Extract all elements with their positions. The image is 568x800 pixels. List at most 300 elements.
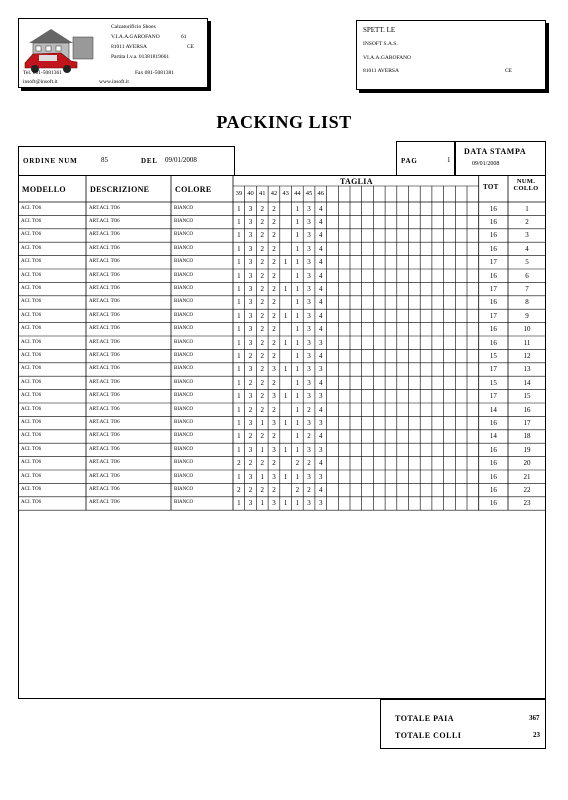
row-qty: 1 [237, 338, 241, 347]
row-qty: 2 [248, 405, 253, 414]
sender-street: V.I.A.A.GAROFANO [111, 34, 160, 40]
row-color: BIANCO [174, 272, 194, 278]
row-box-number: 12 [523, 351, 531, 360]
col-model: MODELLO [22, 185, 66, 194]
order-info-box [18, 146, 235, 176]
row-model: ACI. TO6 [21, 272, 42, 278]
row-box-number: 4 [525, 244, 529, 253]
row-qty: 1 [295, 351, 300, 360]
row-color: BIANCO [174, 312, 194, 318]
row-total: 16 [489, 472, 497, 481]
row-qty: 4 [318, 459, 323, 468]
row-qty: 3 [248, 231, 253, 240]
row-qty: 4 [318, 217, 323, 226]
row-description: ART.ACI. TO6 [89, 366, 120, 372]
row-qty: 1 [283, 284, 288, 293]
row-qty: 3 [248, 472, 253, 481]
row-qty: 2 [295, 485, 300, 494]
row-model: ACI. TO6 [21, 352, 42, 358]
row-qty: 3 [248, 499, 253, 508]
row-qty: 2 [307, 432, 311, 441]
row-qty: 3 [248, 445, 253, 454]
row-box-number: 17 [523, 418, 531, 427]
row-qty: 2 [260, 217, 264, 226]
row-qty: 3 [318, 499, 323, 508]
row-model: ACI. TO6 [21, 205, 42, 211]
row-qty: 2 [295, 459, 300, 468]
sender-box [18, 18, 208, 88]
row-description: ART.ACI. TO6 [89, 500, 120, 506]
row-qty: 2 [260, 284, 264, 293]
sender-email: insoft@insoft.it [23, 79, 58, 85]
row-model: ACI. TO6 [21, 339, 42, 345]
row-description: ART.ACI. TO6 [89, 406, 120, 412]
row-total: 16 [489, 485, 497, 494]
row-qty: 3 [272, 472, 276, 481]
total-boxes: 23 [533, 731, 540, 739]
row-model: ACI. TO6 [21, 326, 42, 332]
row-qty: 3 [307, 298, 311, 307]
row-qty: 2 [260, 231, 264, 240]
row-qty: 1 [295, 204, 300, 213]
row-qty: 1 [283, 365, 288, 374]
recipient-province: CE [505, 68, 513, 74]
row-qty: 4 [318, 485, 323, 494]
row-total: 14 [489, 405, 497, 414]
row-qty: 1 [295, 258, 300, 267]
row-qty: 1 [283, 418, 288, 427]
row-model: ACI. TO6 [21, 486, 42, 492]
row-total: 17 [489, 365, 497, 374]
row-qty: 3 [307, 217, 311, 226]
row-box-number: 9 [525, 311, 529, 320]
row-color: BIANCO [174, 205, 194, 211]
row-total: 15 [489, 351, 497, 360]
row-qty: 1 [295, 499, 300, 508]
row-qty: 2 [260, 351, 264, 360]
row-qty: 2 [260, 325, 264, 334]
row-qty: 2 [272, 405, 276, 414]
row-qty: 1 [283, 258, 288, 267]
row-qty: 1 [295, 338, 300, 347]
row-description: ART.ACI. TO6 [89, 218, 120, 224]
row-qty: 2 [307, 459, 311, 468]
row-box-number: 14 [523, 378, 531, 387]
row-box-number: 7 [525, 284, 529, 293]
total-pairs: 367 [529, 714, 540, 722]
row-color: BIANCO [174, 393, 194, 399]
col-size: TAGLIA [340, 177, 373, 186]
row-qty: 1 [237, 499, 241, 508]
row-qty: 2 [260, 204, 264, 213]
row-box-number: 1 [525, 204, 529, 213]
row-qty: 3 [272, 445, 276, 454]
row-qty: 1 [237, 284, 241, 293]
row-qty: 2 [272, 485, 276, 494]
row-qty: 2 [248, 378, 253, 387]
recipient-street: VI.A.A.GAROFANO [363, 55, 412, 61]
row-qty: 3 [307, 204, 311, 213]
row-description: ART.ACI. TO6 [89, 446, 120, 452]
row-qty: 1 [295, 217, 300, 226]
sender-city: 81011 AVERSA [111, 44, 147, 50]
row-qty: 1 [237, 378, 241, 387]
row-qty: 2 [260, 485, 264, 494]
row-qty: 3 [307, 445, 311, 454]
total-boxes-label: TOTALE COLLI [395, 731, 462, 740]
row-box-number: 16 [523, 405, 531, 414]
row-qty: 1 [283, 338, 288, 347]
recipient-name: INSOFT S.A.S. [363, 41, 398, 47]
row-qty: 2 [260, 298, 264, 307]
row-model: ACI. TO6 [21, 218, 42, 224]
row-total: 16 [489, 325, 497, 334]
row-model: ACI. TO6 [21, 312, 42, 318]
row-qty: 4 [318, 244, 323, 253]
row-total: 16 [489, 459, 497, 468]
row-qty: 1 [295, 378, 300, 387]
row-qty: 1 [260, 445, 264, 454]
order-date: 09/01/2008 [165, 156, 197, 164]
row-color: BIANCO [174, 352, 194, 358]
row-qty: 3 [307, 231, 311, 240]
row-box-number: 23 [523, 499, 531, 508]
row-color: BIANCO [174, 245, 194, 251]
row-box-number: 20 [523, 459, 531, 468]
row-qty: 1 [237, 204, 241, 213]
row-qty: 3 [272, 418, 276, 427]
order-date-label: DEL [141, 157, 158, 165]
row-qty: 3 [318, 338, 323, 347]
size-header-39: 39 [235, 190, 243, 197]
row-total: 16 [489, 445, 497, 454]
row-qty: 3 [248, 284, 253, 293]
row-description: ART.ACI. TO6 [89, 352, 120, 358]
row-description: ART.ACI. TO6 [89, 473, 120, 479]
row-qty: 2 [248, 459, 253, 468]
row-total: 15 [489, 378, 497, 387]
row-color: BIANCO [174, 473, 194, 479]
total-pairs-label: TOTALE PAIA [395, 714, 455, 723]
page-number: 1 [447, 156, 451, 164]
row-description: ART.ACI. TO6 [89, 232, 120, 238]
row-qty: 2 [248, 351, 253, 360]
print-date-box [455, 141, 546, 176]
row-qty: 1 [260, 472, 264, 481]
table-header [18, 175, 546, 202]
recipient-title: SPETT. LE [363, 26, 396, 34]
row-qty: 2 [272, 284, 276, 293]
row-qty: 2 [272, 244, 276, 253]
row-qty: 1 [295, 405, 300, 414]
row-qty: 3 [272, 365, 276, 374]
row-qty: 2 [272, 311, 276, 320]
page-title: PACKING LIST [216, 112, 352, 132]
row-qty: 1 [237, 311, 241, 320]
row-total: 16 [489, 217, 497, 226]
row-qty: 3 [307, 244, 311, 253]
row-model: ACI. TO6 [21, 232, 42, 238]
row-qty: 1 [237, 217, 241, 226]
col-color: COLORE [175, 185, 212, 194]
row-model: ACI. TO6 [21, 406, 42, 412]
row-box-number: 22 [523, 485, 531, 494]
row-color: BIANCO [174, 232, 194, 238]
row-qty: 4 [318, 231, 323, 240]
row-model: ACI. TO6 [21, 259, 42, 265]
row-qty: 1 [237, 231, 241, 240]
row-qty: 2 [272, 432, 276, 441]
row-total: 16 [489, 204, 497, 213]
row-qty: 2 [272, 217, 276, 226]
row-color: BIANCO [174, 446, 194, 452]
row-description: ART.ACI. TO6 [89, 299, 120, 305]
row-description: ART.ACI. TO6 [89, 272, 120, 278]
row-qty: 2 [260, 338, 264, 347]
row-qty: 3 [307, 284, 311, 293]
row-qty: 3 [307, 365, 311, 374]
row-qty: 2 [272, 204, 276, 213]
row-qty: 1 [283, 472, 288, 481]
row-model: ACI. TO6 [21, 299, 42, 305]
row-qty: 3 [318, 392, 323, 401]
order-number-label: ORDINE NUM [23, 157, 78, 165]
row-total: 16 [489, 298, 497, 307]
row-model: ACI. TO6 [21, 460, 42, 466]
col-tot: TOT [483, 183, 499, 191]
size-header-42: 42 [270, 190, 278, 197]
company-logo [21, 23, 101, 75]
row-box-number: 6 [525, 271, 529, 280]
row-qty: 3 [318, 472, 323, 481]
row-qty: 2 [260, 271, 264, 280]
row-qty: 1 [295, 284, 300, 293]
row-qty: 2 [260, 258, 264, 267]
sender-fax: Fax 081-5081381 [135, 70, 174, 76]
row-qty: 2 [260, 378, 264, 387]
row-qty: 2 [260, 244, 264, 253]
row-box-number: 15 [523, 392, 531, 401]
row-description: ART.ACI. TO6 [89, 339, 120, 345]
row-qty: 4 [318, 325, 323, 334]
row-qty: 1 [295, 472, 300, 481]
row-box-number: 19 [523, 445, 531, 454]
row-total: 16 [489, 338, 497, 347]
row-model: ACI. TO6 [21, 285, 42, 291]
row-description: ART.ACI. TO6 [89, 379, 120, 385]
row-total: 16 [489, 231, 497, 240]
row-qty: 3 [307, 325, 311, 334]
row-color: BIANCO [174, 379, 194, 385]
row-qty: 2 [272, 378, 276, 387]
row-qty: 2 [260, 365, 264, 374]
row-qty: 3 [248, 244, 253, 253]
row-total: 17 [489, 311, 497, 320]
sender-tel: Tel. 081-5081361 [23, 70, 63, 76]
recipient-city: 81011 AVERSA [363, 68, 399, 74]
row-qty: 3 [248, 271, 253, 280]
row-qty: 1 [283, 311, 288, 320]
row-model: ACI. TO6 [21, 419, 42, 425]
row-qty: 2 [272, 298, 276, 307]
size-header-46: 46 [317, 190, 324, 197]
row-description: ART.ACI. TO6 [89, 259, 120, 265]
row-color: BIANCO [174, 460, 194, 466]
row-total: 16 [489, 499, 497, 508]
size-header-45: 45 [305, 190, 313, 197]
row-qty: 1 [237, 258, 241, 267]
row-qty: 2 [260, 311, 264, 320]
row-qty: 3 [248, 365, 253, 374]
row-color: BIANCO [174, 259, 194, 265]
row-total: 17 [489, 392, 497, 401]
row-qty: 1 [237, 418, 241, 427]
row-qty: 1 [237, 472, 241, 481]
row-qty: 1 [295, 231, 300, 240]
row-qty: 2 [272, 459, 276, 468]
row-box-number: 8 [525, 298, 529, 307]
row-qty: 2 [272, 258, 276, 267]
print-date-label: DATA STAMPA [464, 147, 527, 156]
size-header-41: 41 [258, 190, 266, 197]
row-qty: 3 [248, 418, 253, 427]
row-model: ACI. TO6 [21, 473, 42, 479]
row-qty: 3 [318, 365, 323, 374]
row-color: BIANCO [174, 433, 194, 439]
row-qty: 3 [248, 338, 253, 347]
row-box-number: 5 [525, 258, 529, 267]
row-description: ART.ACI. TO6 [89, 419, 120, 425]
row-qty: 3 [272, 499, 276, 508]
row-qty: 1 [295, 311, 300, 320]
row-qty: 2 [237, 485, 241, 494]
order-number: 85 [101, 156, 108, 164]
row-qty: 4 [318, 351, 323, 360]
row-qty: 4 [318, 271, 323, 280]
row-qty: 3 [318, 445, 323, 454]
row-qty: 3 [248, 204, 253, 213]
row-qty: 1 [283, 392, 288, 401]
row-qty: 1 [295, 445, 300, 454]
row-qty: 2 [260, 405, 264, 414]
row-qty: 3 [307, 378, 311, 387]
row-qty: 2 [260, 432, 264, 441]
size-header-43: 43 [282, 190, 289, 197]
row-qty: 1 [237, 392, 241, 401]
row-box-number: 10 [523, 325, 531, 334]
row-box-number: 11 [523, 338, 531, 347]
recipient-box [356, 20, 546, 90]
row-qty: 2 [272, 351, 276, 360]
row-qty: 3 [248, 217, 253, 226]
row-qty: 1 [260, 499, 264, 508]
row-qty: 3 [248, 298, 253, 307]
row-qty: 2 [272, 338, 276, 347]
row-qty: 2 [307, 405, 311, 414]
row-qty: 1 [295, 298, 300, 307]
row-total: 17 [489, 284, 497, 293]
row-qty: 4 [318, 284, 323, 293]
row-qty: 4 [318, 298, 323, 307]
row-qty: 2 [260, 392, 264, 401]
row-qty: 4 [318, 405, 323, 414]
row-qty: 1 [295, 392, 300, 401]
row-qty: 4 [318, 311, 323, 320]
size-header-44: 44 [294, 190, 301, 197]
sender-vat: Partita I.v.a. 01381819661 [111, 54, 170, 60]
row-box-number: 13 [523, 365, 531, 374]
row-description: ART.ACI. TO6 [89, 460, 120, 466]
row-qty: 3 [307, 311, 311, 320]
row-description: ART.ACI. TO6 [89, 245, 120, 251]
row-qty: 1 [260, 418, 264, 427]
row-qty: 2 [248, 485, 253, 494]
row-model: ACI. TO6 [21, 366, 42, 372]
row-model: ACI. TO6 [21, 393, 42, 399]
row-color: BIANCO [174, 366, 194, 372]
row-description: ART.ACI. TO6 [89, 312, 120, 318]
row-qty: 1 [295, 271, 300, 280]
row-qty: 1 [237, 405, 241, 414]
row-qty: 3 [307, 258, 311, 267]
row-qty: 2 [237, 459, 241, 468]
row-box-number: 21 [523, 472, 531, 481]
row-qty: 1 [237, 365, 241, 374]
row-qty: 1 [237, 271, 241, 280]
row-qty: 3 [248, 311, 253, 320]
col-description: DESCRIZIONE [90, 185, 150, 194]
row-qty: 4 [318, 378, 323, 387]
row-qty: 2 [272, 325, 276, 334]
row-qty: 3 [307, 351, 311, 360]
row-total: 16 [489, 418, 497, 427]
row-description: ART.ACI. TO6 [89, 433, 120, 439]
row-qty: 2 [272, 271, 276, 280]
row-qty: 1 [237, 244, 241, 253]
row-model: ACI. TO6 [21, 500, 42, 506]
row-color: BIANCO [174, 419, 194, 425]
row-total: 16 [489, 271, 497, 280]
row-qty: 3 [248, 392, 253, 401]
row-qty: 3 [307, 392, 311, 401]
row-model: ACI. TO6 [21, 245, 42, 251]
row-qty: 2 [272, 231, 276, 240]
row-qty: 1 [237, 445, 241, 454]
row-color: BIANCO [174, 486, 194, 492]
row-box-number: 18 [523, 432, 531, 441]
row-qty: 1 [237, 298, 241, 307]
row-qty: 1 [283, 445, 288, 454]
row-color: BIANCO [174, 326, 194, 332]
row-description: ART.ACI. TO6 [89, 393, 120, 399]
row-box-number: 2 [525, 217, 529, 226]
row-qty: 4 [318, 204, 323, 213]
row-total: 14 [489, 432, 497, 441]
row-qty: 3 [307, 472, 311, 481]
row-box-number: 3 [525, 231, 529, 240]
row-qty: 2 [260, 459, 264, 468]
row-description: ART.ACI. TO6 [89, 205, 120, 211]
row-qty: 1 [295, 418, 300, 427]
sender-street-number: 61 [181, 34, 187, 40]
row-model: ACI. TO6 [21, 446, 42, 452]
row-qty: 3 [248, 258, 253, 267]
row-qty: 1 [237, 351, 241, 360]
row-color: BIANCO [174, 299, 194, 305]
row-qty: 1 [295, 365, 300, 374]
print-date: 09/01/2008 [472, 161, 500, 167]
row-qty: 1 [295, 244, 300, 253]
